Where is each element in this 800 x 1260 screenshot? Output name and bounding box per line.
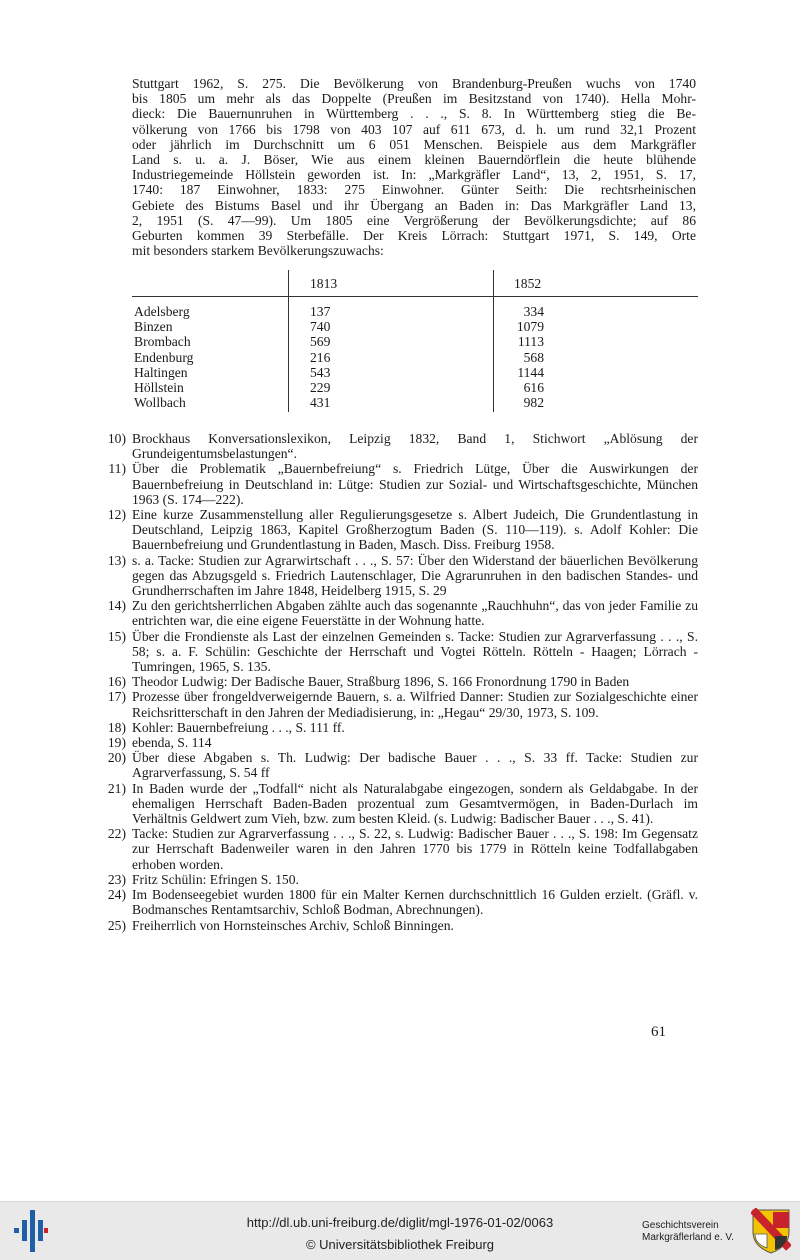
footnote-number: 21) xyxy=(107,780,126,796)
table-row xyxy=(132,304,698,319)
footnote-number: 16) xyxy=(107,674,126,690)
viewer-footer xyxy=(0,1201,800,1260)
footnote-text: In Baden wurde der „Todfall“ nicht als Naturalabgabe eingezogen, sondern als Geldabgabe. In der ehemaligen Herrschaft Baden-Baden prozentual zum Gesamtvermögen, in Baden-Durlach im Verhältnis Geldwert zum Vieh, bzw. zum besten Kleid. (s. Ludwig: Badischer Bauer . . ., S. 41). xyxy=(132,780,698,827)
table-header-1852: 1852 xyxy=(514,276,542,291)
intro-line: dieck: Die Bauernunruhen in Württemberg . . ., S. 8. In Württemberg stieg die Be- xyxy=(132,106,696,122)
intro-line: Land s. u. a. J. Böser, Wie aus einem kleinen Bauerndörflein die heute blühende xyxy=(132,152,696,168)
footnotes xyxy=(100,431,698,933)
population-1852: 982 xyxy=(523,395,544,411)
footnote xyxy=(100,553,698,599)
footnote-text: Theodor Ludwig: Der Badische Bauer, Straßburg 1896, S. 166 Fronordnung 1790 in Baden xyxy=(132,674,630,690)
table-header-rule xyxy=(132,296,698,297)
population-1852: 616 xyxy=(523,380,544,395)
footnote-text: ebenda, S. 114 xyxy=(132,735,212,751)
table-row xyxy=(132,365,698,380)
footnote-text: Freiherrlich von Hornsteinsches Archiv, Schloß Binningen. xyxy=(132,917,454,933)
population-1813: 216 xyxy=(310,349,331,365)
population-1852: 1144 xyxy=(517,364,544,380)
intro-line: Gebiete des Bistums Basel und ihr Übergang an Baden in: Das Markgräfler Land 13, xyxy=(132,197,696,213)
footnote-text: Prozesse über frongeldverweigernde Bauern, s. a. Wilfried Danner: Studien zur Sozialgeschichte einer Reichsritterschaft in den Jahren der Mediadisierung, in: „Hegau“ 29/30, 1973, S. 109. xyxy=(132,689,698,720)
footnote-number: 10) xyxy=(107,431,126,446)
population-1813: 569 xyxy=(310,334,331,350)
footnote xyxy=(100,431,698,461)
footnote xyxy=(100,629,698,675)
intro-paragraph xyxy=(132,76,696,258)
footnote-text: Eine kurze Zusammenstellung aller Regulierungsgesetze s. Albert Judeich, Die Grundentlastung in Deutschland, Leipzig 1863, Kapitel Großherzogtum Baden (S. 110—119). s. Adolf Kohler: Die Bauernbefreiung und Grundentlastung in Baden, Masch. Diss. Freiburg 1958. xyxy=(132,507,698,553)
footnote-number: 24) xyxy=(107,887,126,903)
footnote-text: Tacke: Studien zur Agrarverfassung . . ., S. 22, s. Ludwig: Badischer Bauer . . ., S. 198: Im Gegensatz zur Herrschaft Badenweiler waren in den Jahren 1770 bis 1779 in Rötteln keine Todfallabgaben erhoben worden. xyxy=(132,826,698,872)
intro-line: völkerung von 1766 bis 1798 von 403 107 auf 611 673, d. h. um rund 32,1 Prozent xyxy=(132,121,696,137)
coat-of-arms-icon xyxy=(751,1208,791,1254)
footnote xyxy=(100,720,698,735)
page-number: 61 xyxy=(651,1024,666,1040)
intro-line: Geburten kommen 39 Sterbefälle. Der Kreis Lörrach: Stuttgart 1971, S. 149, Orte xyxy=(132,228,696,244)
footnote-text: Über die Frondienste als Last der einzelnen Gemeinden s. Tacke: Studien zur Agrarverfassung . . ., S. 58; s. a. F. Schülin: Geschichte der Herrschaft und Vogtei Rötteln. Rötteln - Haagen; Lörrach - Tumringen, 1965, S. 135. xyxy=(132,628,698,675)
table-row xyxy=(132,350,698,365)
intro-line: bis 1805 um mehr als das Doppelte (Preußen im Besitzstand von 1740). Hella Mohr- xyxy=(132,91,696,107)
town-name: Adelsberg xyxy=(134,304,190,319)
copyright-notice: © Universitätsbibliothek Freiburg xyxy=(305,1237,495,1252)
table-header-1813: 1813 xyxy=(310,276,338,291)
intro-line: Stuttgart 1962, S. 275. Die Bevölkerung von Brandenburg-Preußen wuchs von 1740 xyxy=(132,76,696,91)
footnote-number: 25) xyxy=(107,917,126,933)
footnote-text: Im Bodenseegebiet wurden 1800 für ein Malter Kernen durchschnittlich 16 Gulden erzielt. (Gräfl. v. Bodmansches Rentamtsarchiv, Schloß Bodman, Abrechnungen). xyxy=(132,887,698,918)
society-name-line1: Geschichtsverein xyxy=(642,1220,719,1231)
society-name xyxy=(642,1220,734,1244)
table-row xyxy=(132,334,698,349)
town-name: Haltingen xyxy=(134,364,188,380)
footnote xyxy=(100,750,698,780)
footnote xyxy=(100,781,698,827)
footnote-number: 11) xyxy=(108,461,126,477)
footnote-number: 23) xyxy=(107,871,126,887)
population-1813: 431 xyxy=(310,395,331,411)
table-row xyxy=(132,395,698,410)
intro-line: oder jährlich im Durchschnitt um 6 051 Menschen. Beispiele aus dem Markgräfler xyxy=(132,136,696,152)
footnote-number: 12) xyxy=(107,507,126,523)
population-1852: 568 xyxy=(523,349,544,365)
town-name: Wollbach xyxy=(134,395,186,411)
town-name: Brombach xyxy=(134,334,191,350)
footnote-number: 13) xyxy=(107,552,126,568)
footnote-number: 22) xyxy=(107,826,126,842)
population-1813: 543 xyxy=(310,364,331,380)
footnote-text: Zu den gerichtsherrlichen Abgaben zählte auch das sogenannte „Rauchhuhn“, das von jeder Familie zu entrichten war, die eine eigene Feuerstätte in der Wohnung hatte. xyxy=(132,598,698,629)
table-row xyxy=(132,319,698,334)
footnote-number: 20) xyxy=(107,750,126,766)
footnote xyxy=(100,918,698,933)
population-table xyxy=(132,270,698,412)
footnote xyxy=(100,826,698,872)
table-row xyxy=(132,380,698,395)
footnote-number: 19) xyxy=(107,735,126,751)
footnote-number: 17) xyxy=(107,689,126,705)
footnote-text: s. a. Tacke: Studien zur Agrarwirtschaft . . ., S. 57: Über den Widerstand der bäuerlichen Bevölkerung gegen das Abzugsgeld s. Friedrich Lautenschlager, Die Agrarunruhen in den badischen Standes- und Grundherrschaften im Jahre 1848, Heidelberg 1915, S. 29 xyxy=(132,552,698,599)
population-1852: 1079 xyxy=(516,319,544,335)
town-name: Endenburg xyxy=(134,349,194,365)
town-name: Binzen xyxy=(134,319,173,335)
footnote-text: Brockhaus Konversationslexikon, Leipzig 1832, Band 1, Stichwort „Ablösung der Grundeigentumsbelastungen“. xyxy=(132,431,698,462)
population-1813: 229 xyxy=(310,380,331,395)
footnote-number: 18) xyxy=(107,719,126,735)
population-1852: 334 xyxy=(523,304,544,319)
footnote xyxy=(100,598,698,628)
footnote-text: Fritz Schülin: Efringen S. 150. xyxy=(132,871,299,887)
footnote-number: 14) xyxy=(107,598,126,614)
town-name: Höllstein xyxy=(134,380,184,395)
footnote xyxy=(100,735,698,750)
footnote xyxy=(100,674,698,689)
intro-line: 2, 1951 (S. 47—99). Um 1805 eine Vergrößerung der Bevölkerungsdichte; auf 86 xyxy=(132,212,696,228)
intro-line: Industriegemeinde Höllstein geworden ist. In: „Markgräfler Land“, 13, 2, 1951, S. 17, xyxy=(132,167,696,183)
footnote xyxy=(100,887,698,917)
footnote xyxy=(100,461,698,507)
society-name-line2: Markgräflerland e. V. xyxy=(642,1232,734,1243)
footnote-text: Kohler: Bauernbefreiung . . ., S. 111 ff. xyxy=(132,719,345,735)
population-1813: 740 xyxy=(310,319,331,335)
population-1852: 1113 xyxy=(517,334,544,350)
footnote xyxy=(100,507,698,553)
intro-line: 1740: 187 Einwohner, 1833: 275 Einwohner. Günter Seith: Die rechtsrheinischen xyxy=(132,182,696,198)
population-1813: 137 xyxy=(310,304,331,319)
footnote-text: Über die Problematik „Bauernbefreiung“ s. Friedrich Lütge, Über die Auswirkungen der Bauernbefreiung in Deutschland in: Lütge: Studien zur Sozial- und Wirtschaftsgeschichte, München 1963 (S. 174—222). xyxy=(132,461,698,507)
document-url[interactable]: http://dl.ub.uni-freiburg.de/diglit/mgl-1976-01-02/0063 xyxy=(246,1215,554,1230)
footnote-number: 15) xyxy=(107,628,126,644)
intro-line: mit besonders starkem Bevölkerungszuwachs: xyxy=(132,243,384,259)
footnote-text: Über diese Abgaben s. Th. Ludwig: Der badische Bauer . . ., S. 33 ff. Tacke: Studien zur Agrarverfassung, S. 54 ff xyxy=(132,750,698,781)
footnote xyxy=(100,689,698,719)
footnote xyxy=(100,872,698,887)
